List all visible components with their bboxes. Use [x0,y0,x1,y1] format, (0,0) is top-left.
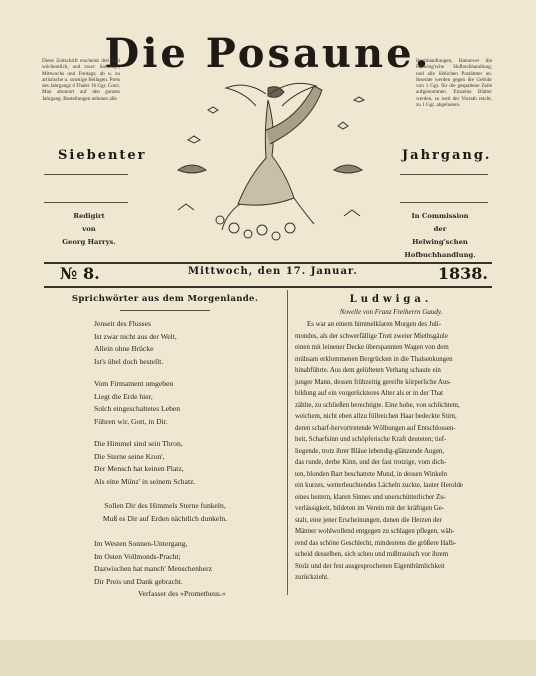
divider [44,262,492,264]
article-subheading: Novelle von Franz Freiherrn Gaudy. [339,308,443,316]
poem-stanza: Im Westen Sonnen-Untergang, Im Osten Vollmonds-Pracht; Dazwischen hat manch' Menschenherz Dir Preis und Dank gebracht. Verfasser des »Prometheus.« [94,538,264,601]
divider [400,202,488,203]
issue-year: 1838. [437,264,488,283]
poem-stanza: Die Himmel sind sein Thron, Die Sterne seine Kron', Der Mensch hat keinen Platz, Als eine Münz' in seinem Schatz. [94,439,196,486]
article-heading-proverbs: Sprichwörter aus dem Morgenlande. [71,294,259,304]
volume-label-left: Siebenter [58,148,147,163]
divider [400,174,488,175]
herald-vignette [148,70,388,260]
masthead-title: Die Posaune. [104,30,432,77]
subscription-note-left: Diese Zeitschrift erscheint drei Mal wöchentlich, und zwar: Sonntags, Mittwochs und Freitags; ab u. zu artistische u. sonstige Beilagen. Preis des Jahrgangs 4 Thaler 16 Ggr. Conv. Man abonnirt auf den ganzen Jahrgang. Bestellungen nehmen alle [42,58,120,102]
article-heading-ludwiga: Ludwiga. [349,294,433,305]
volume-label-right: Jahrgang. [402,148,492,163]
page-bottom-margin [0,640,536,676]
issue-number: № 8. [60,264,100,283]
column-divider [287,290,288,595]
novella-text: Es war an einem himmelklaren Morgen des Juli- mondes, als der schwerfällige Trott zweier Miethsgäule einen mit leinener Decke überspannten Wagen von dem mühsam erklommenen Bergrücken in die Thalsenkungen hinabführte. Aus dem gelüfteten Verhang schaute ein junger Mann, dessen frühzeitig gereifte körperliche Aus- bildung auf ein vorgerückteres Alter als er in der That zählte, zu schließen berechtigte. Eine hohe, von schlichtem, weichem, nicht eben allzu füllreichen Haar bedeckte Stirn, deren scharf-hervortretende Wölbungen auf Entschlossen- heit, Scharfsinn und schöpferische Kraft deuteten; tief- liegende, trotz ihrer Bläue lebendig-glänzende Augen, das runde, derbe Kinn, und der fast trotzige, vom dich- ten, blonden Bart beschattete Mund, in dessen Winkeln ein kurzes, wetterleuchtendes Lächeln zuckte, lauter Herolde eines heitern, klaren Sinnes und unerschütterlicher Zu- verlässigkeit, bildeten im Verein mit der kräftigen Ge- stalt, eine jener Erscheinungen, denen die Herzen der Männer wohlwollend entgegen zu schlagen pflegen, wäh- rend das schöne Geschlecht, mindestens die größere Halb- scheid desselben, sich scheu und mißtrauisch vor ihrem Stolz und der fest ausgesprochenen Eigenthümlichkeit zurückzieht. [295,321,463,581]
editor-credit: Redigirt von Georg Harrys. [62,212,116,246]
issue-date: Mittwoch, den 17. Januar. [188,266,358,277]
dateline [52,266,488,282]
publisher-credit: In Commission der Helwing'schen Hofbuchhandlung. [404,212,476,259]
divider [44,202,128,203]
poem-stanza: Jenseit des Flusses Ist zwar nicht aus der Welt, Allein ohne Brücke Ist's übel doch bestellt. [94,319,177,366]
divider [120,310,210,311]
divider [44,174,128,175]
poem-stanza: Vom Firmament umgeben Liegt die Erde hier, Solch eingeschaltetes Leben Führen wir, Gott, in Dir. [94,379,181,426]
poem-couplet: Sollen Dir des Himmels Sterne funkeln, Muß es Dir auf Erden nächtlich dunkeln. [102,501,228,523]
attribution: Verfasser des »Prometheus.« [138,589,226,599]
divider [44,286,492,288]
subscription-note-right: Buchhandlungen, Hannover die Helwing'sche Hofbuchhandlung, und alle löblichen Postämter an. Inserate werden gegen die Gebühr von 1 Ggr. für die gespaltene Zeile aufgenommen. Einzelne Blätter werden, so weit der Vorrath reicht, zu 1 Ggr. abgelassen. [416,58,492,109]
